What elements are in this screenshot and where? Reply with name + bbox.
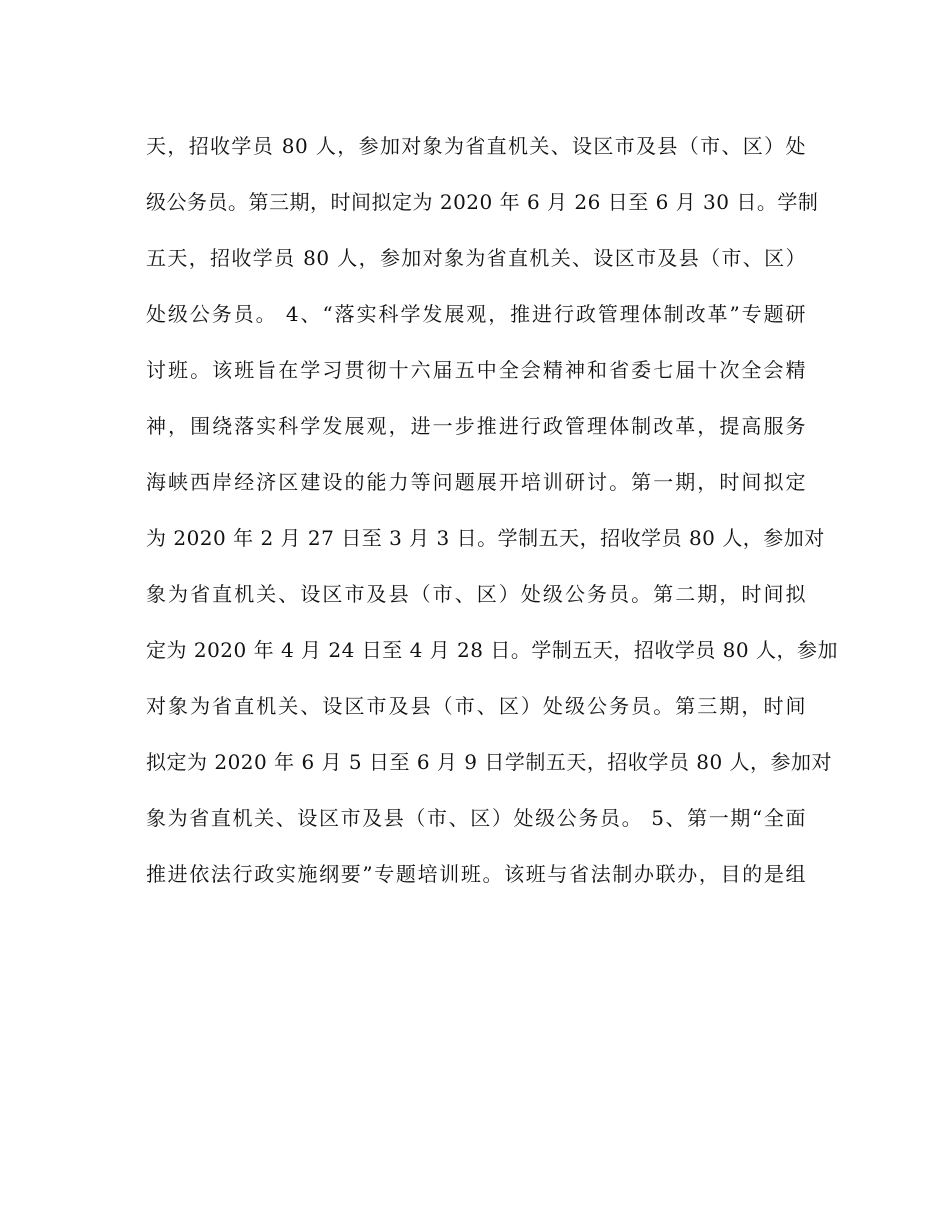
text-line: 象为省直机关、设区市及县（市、区）处级公务员。第二期，时间拟 [146, 582, 806, 606]
text-line: 级公务员。第三期，时间拟定为 2020 年 6 月 26 日至 6 月 30 日。学制 [146, 190, 819, 214]
text-line: 拟定为 2020 年 6 月 5 日至 6 月 9 日学制五天，招收学员 80 人，参加对 [146, 750, 833, 774]
text-line: 天，招收学员 80 人，参加对象为省直机关、设区市及县（市、区）处 [146, 134, 806, 158]
text-line: 为 2020 年 2 月 27 日至 3 月 3 日。学制五天，招收学员 80 人，参加对 [146, 526, 825, 550]
text-line: 象为省直机关、设区市及县（市、区）处级公务员。 5、第一期“全面 [146, 806, 806, 830]
text-line: 海峡西岸经济区建设的能力等问题展开培训研讨。第一期，时间拟定 [146, 470, 806, 494]
body-text [146, 118, 838, 902]
text-line: 五天，招收学员 80 人，参加对象为省直机关、设区市及县（市、区） [146, 246, 806, 270]
text-line: 推进依法行政实施纲要”专题培训班。该班与省法制办联办，目的是组 [146, 862, 806, 886]
text-line: 对象为省直机关、设区市及县（市、区）处级公务员。第三期，时间 [146, 694, 806, 718]
text-line: 神，围绕落实科学发展观，进一步推进行政管理体制改革，提高服务 [146, 414, 806, 438]
text-line: 讨班。该班旨在学习贯彻十六届五中全会精神和省委七届十次全会精 [146, 358, 806, 382]
text-line: 处级公务员。 4、“落实科学发展观，推进行政管理体制改革”专题研 [146, 302, 806, 326]
text-line: 定为 2020 年 4 月 24 日至 4 月 28 日。学制五天，招收学员 80 人，参加 [146, 638, 838, 662]
